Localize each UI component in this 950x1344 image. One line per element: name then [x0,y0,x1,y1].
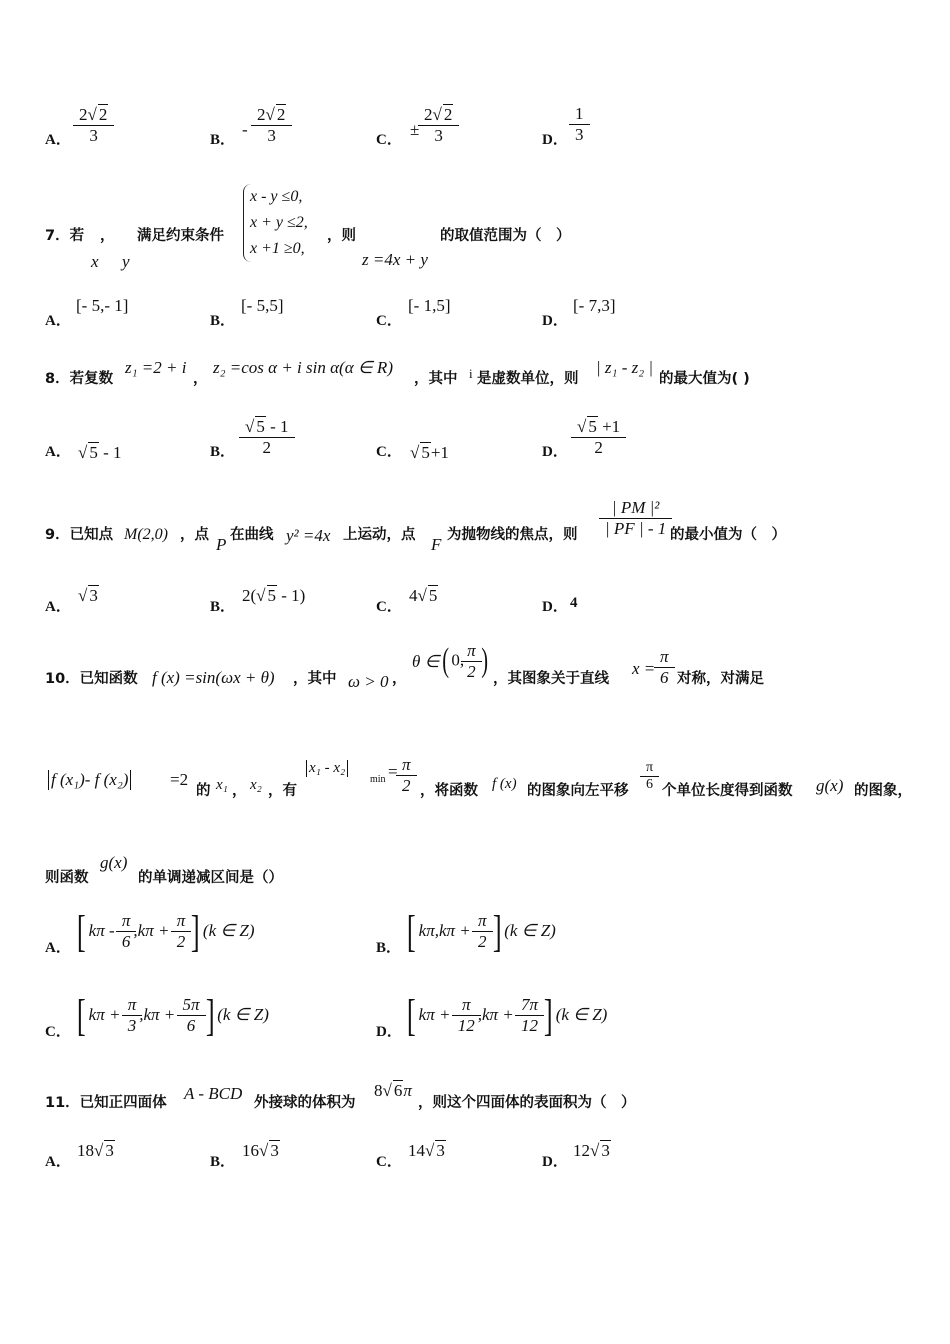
q10-t10: 个单位长度得到函数 [662,783,793,799]
q9-option-d-value: 4 [570,595,578,611]
q6-option-a-value: $\frac{2√ 2}{3}$ [76,104,111,145]
q8-i: i [469,366,473,381]
q7-option-c-value: [- 1,5] [408,296,451,315]
q11-tetrahedron: A - BCD [184,1084,243,1103]
q9-curve: y² =4x [286,526,331,545]
q8-suffix: 的最大值为( ) [659,371,750,387]
q11-option-b-value: 16√ 3 [242,1141,279,1160]
q8-option-a-label: A． [45,444,71,460]
q7-option-b-value: [- 5,5] [241,296,284,315]
q7-var-y: y [122,252,130,271]
q7-option-d-value: [- 7,3] [573,296,616,315]
q10-line3-suffix: 的单调递减区间是（） [138,870,283,886]
q10-t4: 对称，对满足 [677,671,764,687]
q10-x1: x₁ [216,777,228,793]
q7-constraint-system [243,184,308,262]
q6-option-a-label: A． [45,132,71,148]
q10-t6: ， [232,783,247,799]
q11-option-d-value: 12√ 3 [573,1141,610,1160]
q9-point-m: M(2,0) [124,526,168,543]
q10-option-b-label: B． [376,940,402,956]
q7-option-c-label: C． [376,313,402,329]
q9-option-b-label: B． [210,599,236,615]
q7-then: ，则 [327,228,356,244]
q9-option-b-value: 2(√ 5 - 1) [242,586,306,605]
q9-option-c-label: C． [376,599,402,615]
q6-option-b-value: $\frac{2√ 2}{3}$ [254,104,289,145]
q9-t4: 为抛物线的焦点，则 [447,527,578,543]
q7-sep: ， [100,228,115,244]
q8-option-c-label: C． [376,444,402,460]
q6-option-b-sign: - [242,120,248,139]
q8-prefix: 8．若复数 [45,371,114,387]
q9-ratio: $\frac{\text{| PM |²}}{| PF | - 1}$ [602,498,669,538]
q11-prefix: 11．已知正四面体 [45,1095,167,1111]
q10-t2: ， [392,671,407,687]
q10-t11: 的图象， [854,783,912,799]
q7-option-b-label: B． [210,313,236,329]
q10-t5: 的 [196,783,211,799]
q7-prefix: 7．若 [45,228,85,244]
q7-cond-text: 满足约束条件 [137,228,224,244]
q10-gx: g(x) [816,776,844,795]
q10-fx: f (x) [492,776,517,792]
q9-option-d-label: D． [542,599,568,615]
q10-line3-prefix: 则函数 [45,870,89,886]
q10-option-a-value: [ kπ - $\frac{\pi}{6}$ ,kπ + $\frac{\pi}{2}$ ] (k ∈ Z) [76,907,255,956]
q10-abs-expr: f (x₁)- f (x₂) [48,770,131,790]
q11-option-d-label: D． [542,1154,568,1170]
q8-comma: ， [193,371,208,387]
q6-option-d-label: D． [542,132,568,148]
q11-suffix: ，则这个四面体的表面积为（ ） [418,1095,636,1111]
q10-option-a-label: A． [45,940,71,956]
q10-theta: θ ∈ [412,652,440,671]
q10-t3: ，其图象关于直线 [493,671,609,687]
q10-function: f (x) =sin(ωx + θ) [152,668,275,687]
q10-t7: ，有 [268,783,297,799]
q6-option-c-value: $\frac{2√ 2}{3}$ [421,104,456,145]
q10-eq-pi2: = [388,762,398,781]
q11-option-c-label: C． [376,1154,402,1170]
q8-z2: z₂ =cos α + i sin α(α ∈ R) [213,358,393,377]
q10-option-b-value: [ kπ,kπ + $\frac{\pi}{2}$ ] (k ∈ Z) [406,907,556,956]
q10-t1: ，其中 [293,671,337,687]
q10-pi-over-2: $\frac{\pi}{2}$ [399,755,414,795]
q9-suffix: 的最小值为（ ） [670,527,786,543]
q8-option-b-label: B． [210,444,236,460]
q10-x2: x₂ [250,777,262,793]
q9-option-a-value: √ 3 [78,586,98,605]
q10-option-c-label: C． [45,1024,71,1040]
q10-option-d-label: D． [376,1024,402,1040]
q10-option-c-value: [ kπ + $\frac{\pi}{3}$ ,kπ + $\frac{5\pi}{6}$ ] (k ∈ Z) [76,991,269,1040]
q11-option-a-value: 18√ 3 [77,1141,114,1160]
q6-option-d-value: $\frac{1}{3}$ [572,104,587,144]
q7-constraint-1: x - y ≤0, [250,188,303,205]
q9-point-p: P [216,535,227,554]
q9-t1: ，点 [180,527,209,543]
q11-t1: 外接球的体积为 [254,1095,356,1111]
q10-min-expr: x₁ - x₂ [306,760,348,777]
q10-prefix: 10．已知函数 [45,671,138,687]
q10-omega: ω > 0 [348,672,389,691]
q10-pi-over-6: $\frac{\pi}{6}$ [657,647,672,687]
q9-option-c-value: 4√ 5 [409,586,438,605]
q11-option-c-value: 14√ 3 [408,1141,445,1160]
q10-min-sub: min [370,774,386,785]
q7-var-x: x [91,252,99,271]
q7-z-expr: z =4x + y [362,250,428,269]
q7-option-a-value: [- 5,- 1] [76,296,129,315]
q9-t3: 上运动，点 [343,527,416,543]
q10-theta-interval: ( 0, $\frac{\pi}{2}$ ) [442,641,488,681]
q10-eq2: =2 [170,770,189,789]
q7-option-a-label: A． [45,313,71,329]
q10-xeq: x = [632,659,656,678]
q10-t9: 的图象向左平移 [527,783,629,799]
q7-constraint-3: x +1 ≥0, [250,240,305,257]
q9-point-f: F [431,535,442,554]
q7-option-d-label: D． [542,313,568,329]
q8-mid: ，其中 [414,371,458,387]
q8-mid2: 是虚数单位，则 [477,371,579,387]
q6-option-c-sign: ± [410,120,420,139]
q6-option-b-label: B． [210,132,236,148]
q8-option-b-value: $\frac{√ 5 - 1}{2}$ [242,416,292,457]
q9-prefix: 9．已知点 [45,527,114,543]
q7-constraint-2: x + y ≤2, [250,214,308,231]
q8-z1: z₁ =2 + i [125,358,187,377]
q8-option-a-value: √ 5 - 1 [78,443,122,462]
q8-option-d-value: $\frac{√ 5 +1}{2}$ [574,416,623,457]
q8-option-c-value: √ 5+1 [410,443,449,462]
q11-option-b-label: B． [210,1154,236,1170]
q11-option-a-label: A． [45,1154,71,1170]
q10-t8: ，将函数 [420,783,478,799]
q6-option-c-label: C． [376,132,402,148]
q10-shift: $\frac{\pi}{6}$ [643,760,656,793]
q8-option-d-label: D． [542,444,568,460]
q7-suffix: 的取值范围为（ ） [440,228,571,244]
q10-line3-gx: g(x) [100,853,128,872]
q9-option-a-label: A． [45,599,71,615]
q11-volume: 8√ 6π [374,1081,412,1100]
q9-t2: 在曲线 [230,527,274,543]
q10-option-d-value: [ kπ + $\frac{\pi}{12}$ ,kπ + $\frac{7\pi}{12}$ ] (k ∈ Z) [406,991,608,1040]
q8-abs: | z₁ - z₂ | [596,358,654,377]
